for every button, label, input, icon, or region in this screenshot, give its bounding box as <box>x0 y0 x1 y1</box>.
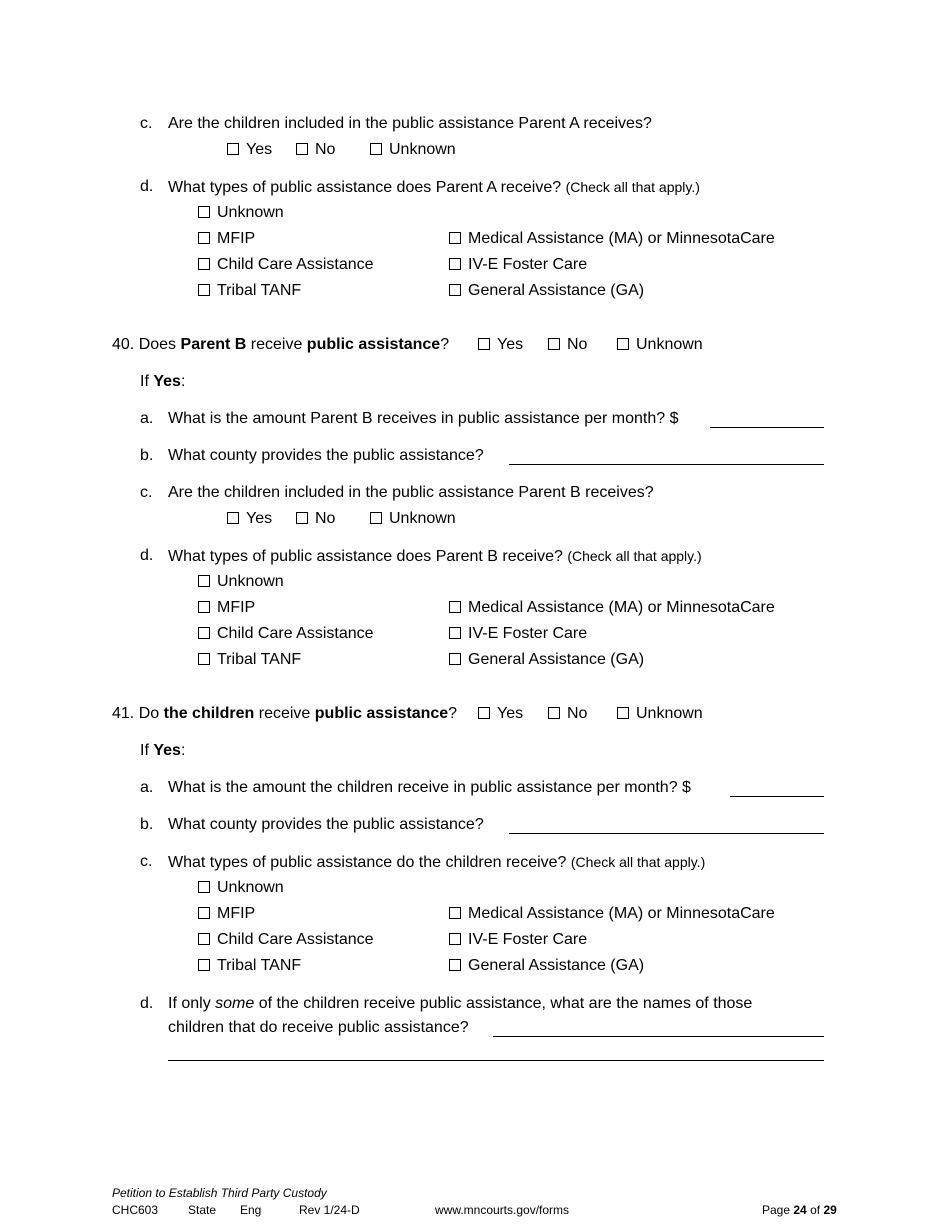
option-41-c-medical[interactable]: Medical Assistance (MA) or MinnesotaCare <box>449 904 775 924</box>
checkbox[interactable] <box>478 338 490 350</box>
checkbox[interactable] <box>198 258 210 270</box>
marker-40-a: a. <box>140 410 154 427</box>
question-41-b: What county provides the public assistance? <box>168 816 484 833</box>
county-field-41[interactable] <box>509 833 824 834</box>
option-a-c-unknown[interactable]: Unknown <box>370 140 456 160</box>
marker-40-d: d. <box>140 547 154 564</box>
question-41-d-line1: If only some of the children receive public assistance, what are the names of those <box>168 995 753 1012</box>
option-41-c-tribal-tanf[interactable]: Tribal TANF <box>198 956 301 976</box>
checkbox[interactable] <box>198 933 210 945</box>
footer-revision: Rev 1/24-D <box>299 1203 360 1217</box>
checkbox[interactable] <box>449 907 461 919</box>
checkbox[interactable] <box>617 707 629 719</box>
checkbox[interactable] <box>198 206 210 218</box>
option-40-c-no[interactable]: No <box>296 509 335 529</box>
checkbox[interactable] <box>198 907 210 919</box>
option-41-c-childcare[interactable]: Child Care Assistance <box>198 930 374 950</box>
checkbox[interactable] <box>370 143 382 155</box>
checkbox[interactable] <box>449 627 461 639</box>
option-a-d-childcare[interactable]: Child Care Assistance <box>198 255 374 275</box>
question-40-b: What county provides the public assistance? <box>168 447 484 464</box>
if-yes-40: If Yes: <box>140 373 186 390</box>
checkbox[interactable] <box>548 338 560 350</box>
checkbox[interactable] <box>449 933 461 945</box>
option-41-c-unknown[interactable]: Unknown <box>198 878 284 898</box>
question-41-c: What types of public assistance do the children receive? (Check all that apply.) <box>168 854 706 871</box>
option-41-yes[interactable]: Yes <box>478 704 523 724</box>
footer-form-code: CHC603 <box>112 1203 159 1217</box>
checkbox[interactable] <box>198 653 210 665</box>
question-a-d: What types of public assistance does Parent A receive? (Check all that apply.) <box>168 179 700 196</box>
option-40-yes[interactable]: Yes <box>478 335 523 355</box>
checkbox[interactable] <box>548 707 560 719</box>
option-40-c-unknown[interactable]: Unknown <box>370 509 456 529</box>
marker-41-b: b. <box>140 816 154 833</box>
option-a-d-unknown[interactable]: Unknown <box>198 203 284 223</box>
footer-page-number: Page 24 of 29 <box>762 1203 837 1217</box>
county-field-40[interactable] <box>509 464 824 465</box>
option-40-d-unknown[interactable]: Unknown <box>198 572 284 592</box>
names-field-line2[interactable] <box>168 1060 824 1061</box>
checkbox[interactable] <box>198 232 210 244</box>
marker-41-a: a. <box>140 779 154 796</box>
option-41-c-general[interactable]: General Assistance (GA) <box>449 956 644 976</box>
checkbox[interactable] <box>449 653 461 665</box>
option-40-d-childcare[interactable]: Child Care Assistance <box>198 624 374 644</box>
amount-field-41[interactable] <box>730 796 824 797</box>
footer-jurisdiction: State <box>188 1203 217 1217</box>
checkbox[interactable] <box>198 959 210 971</box>
checkbox[interactable] <box>449 284 461 296</box>
option-a-c-no[interactable]: No <box>296 140 335 160</box>
footer-form-title: Petition to Establish Third Party Custody <box>112 1186 327 1200</box>
question-40-a: What is the amount Parent B receives in public assistance per month? $ <box>168 410 679 427</box>
option-a-d-general[interactable]: General Assistance (GA) <box>449 281 644 301</box>
question-41-a: What is the amount the children receive in public assistance per month? $ <box>168 779 691 796</box>
option-41-no[interactable]: No <box>548 704 587 724</box>
checkbox[interactable] <box>449 959 461 971</box>
amount-field-40[interactable] <box>710 427 824 428</box>
marker-41-c: c. <box>140 853 153 870</box>
option-41-c-mfip[interactable]: MFIP <box>198 904 255 924</box>
option-40-d-medical[interactable]: Medical Assistance (MA) or MinnesotaCare <box>449 598 775 618</box>
option-40-d-foster[interactable]: IV-E Foster Care <box>449 624 587 644</box>
marker-41-d: d. <box>140 995 154 1012</box>
checkbox[interactable] <box>296 143 308 155</box>
checkbox[interactable] <box>198 284 210 296</box>
option-a-d-tribal-tanf[interactable]: Tribal TANF <box>198 281 301 301</box>
option-a-d-medical[interactable]: Medical Assistance (MA) or MinnesotaCare <box>449 229 775 249</box>
question-40: 40. Does Parent B receive public assistance? <box>112 336 450 353</box>
checkbox[interactable] <box>478 707 490 719</box>
question-a-c: Are the children included in the public assistance Parent A receives? <box>168 115 652 132</box>
option-40-c-yes[interactable]: Yes <box>227 509 272 529</box>
option-40-d-general[interactable]: General Assistance (GA) <box>449 650 644 670</box>
checkbox[interactable] <box>449 601 461 613</box>
question-41: 41. Do the children receive public assistance? <box>112 705 458 722</box>
hint: (Check all that apply.) <box>567 548 702 564</box>
checkbox[interactable] <box>449 258 461 270</box>
option-a-c-yes[interactable]: Yes <box>227 140 272 160</box>
option-41-unknown[interactable]: Unknown <box>617 704 703 724</box>
option-40-unknown[interactable]: Unknown <box>617 335 703 355</box>
question-40-d: What types of public assistance does Parent B receive? (Check all that apply.) <box>168 548 702 565</box>
marker-a-c: c. <box>140 115 153 132</box>
checkbox[interactable] <box>227 512 239 524</box>
marker-40-c: c. <box>140 484 153 501</box>
option-41-c-foster[interactable]: IV-E Foster Care <box>449 930 587 950</box>
hint: (Check all that apply.) <box>565 179 700 195</box>
checkbox[interactable] <box>198 601 210 613</box>
option-40-d-mfip[interactable]: MFIP <box>198 598 255 618</box>
footer-url: www.mncourts.gov/forms <box>435 1203 570 1217</box>
marker-a-d: d. <box>140 178 154 195</box>
question-40-c: Are the children included in the public assistance Parent B receives? <box>168 484 654 501</box>
checkbox[interactable] <box>227 143 239 155</box>
option-a-d-mfip[interactable]: MFIP <box>198 229 255 249</box>
marker-40-b: b. <box>140 447 154 464</box>
option-40-d-tribal-tanf[interactable]: Tribal TANF <box>198 650 301 670</box>
checkbox[interactable] <box>198 881 210 893</box>
checkbox[interactable] <box>296 512 308 524</box>
checkbox[interactable] <box>198 627 210 639</box>
footer-language: Eng <box>240 1203 262 1217</box>
question-41-d-line2: children that do receive public assistance? <box>168 1019 469 1036</box>
checkbox[interactable] <box>198 575 210 587</box>
option-a-d-foster[interactable]: IV-E Foster Care <box>449 255 587 275</box>
names-field-line1[interactable] <box>493 1036 824 1037</box>
hint: (Check all that apply.) <box>570 854 706 870</box>
if-yes-41: If Yes: <box>140 742 186 759</box>
checkbox[interactable] <box>617 338 629 350</box>
option-40-no[interactable]: No <box>548 335 587 355</box>
checkbox[interactable] <box>449 232 461 244</box>
checkbox[interactable] <box>370 512 382 524</box>
